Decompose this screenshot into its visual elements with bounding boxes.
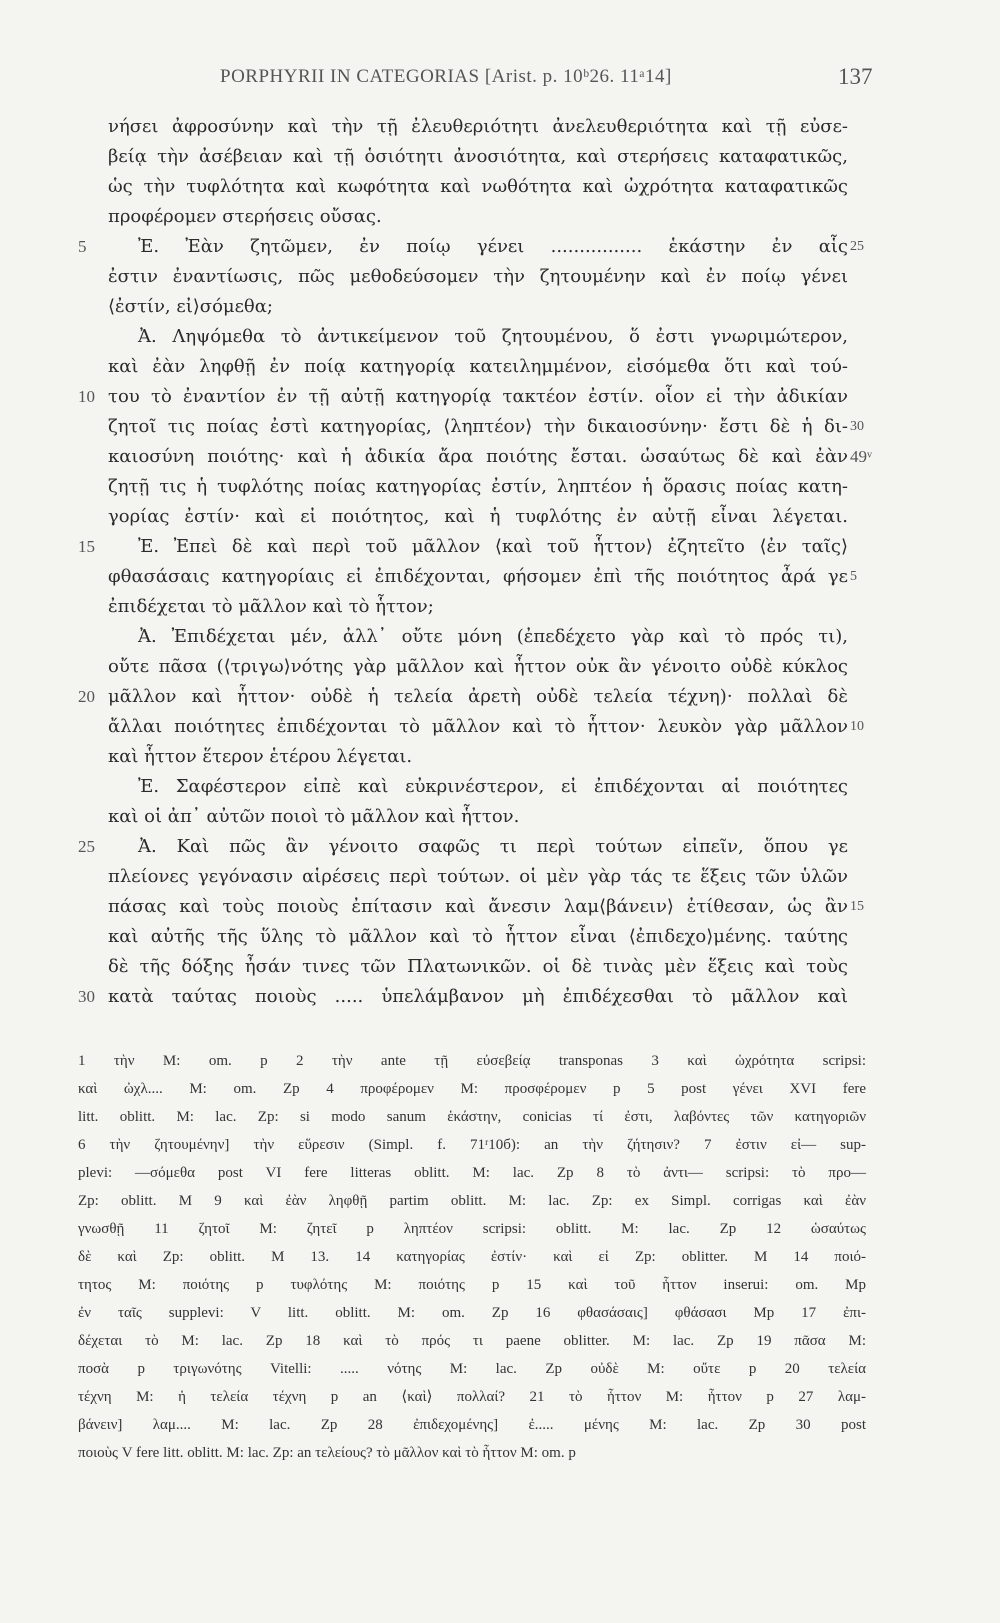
text-line: δὲ τῆς δόξης ἦσάν τινες τῶν Πλατωνικῶν. οἱ δὲ τινὰς μὲν ἕξεις καὶ τοὺς [108, 956, 848, 977]
footnote-line: γνωσθῇ 11 ζητοῖ M: ζητεῖ p ληπτέον scripsi: oblitt. M: lac. Zp 12 ὡσαύτως [78, 1221, 866, 1237]
line-number: 30 [78, 987, 95, 1006]
page-number: 137 [838, 64, 873, 89]
margin-number: 10 [850, 719, 864, 734]
running-head: PORPHYRII IN CATEGORIAS [Arist. p. 10ᵇ26. 11ᵃ14] [220, 66, 672, 87]
footnote-line: δέχεται τὸ M: lac. Zp 18 καὶ τὸ πρός τι paene oblitter. M: lac. Zp 19 πᾶσα M: [78, 1333, 866, 1349]
footnote-line: plevi: —σόμεθα post VI fere litteras oblitt. M: lac. Zp 8 τὸ ἀντι— scripsi: τὸ προ— [78, 1165, 866, 1181]
text-line: Ἀ. Ἐπιδέχεται μέν, ἀλλ᾽ οὔτε μόνη (ἐπεδέχετο γὰρ καὶ τὸ πρός τι), [138, 626, 848, 647]
line-number: 5 [78, 237, 87, 256]
text-line: γορίας ἐστίν· καὶ εἰ ποιότητος, καὶ ἡ τυφλότης ἐν αὐτῇ εἶναι λέγεται. [108, 506, 848, 527]
footnote-line: ἐν ταῖς supplevi: V litt. oblitt. M: om. Zp 16 φθασάσαις] φθάσασι Mp 17 ἐπι- [78, 1305, 866, 1321]
text-line: του τὸ ἐναντίον ἐν τῇ αὐτῇ κατηγορίᾳ τακτέον ἐστίν. οἷον εἰ τὴν ἀδικίαν [108, 386, 848, 407]
footnote-line: 6 τὴν ζητουμένην] τὴν εὕρεσιν (Simpl. f. 71ʳ10б): an τὴν ζήτησιν? 7 ἐστιν εἰ— sup- [78, 1137, 866, 1153]
footnote-line: καὶ ὠχλ.... M: om. Zp 4 προφέρομεν M: προσφέρομεν p 5 post γένει XVI fere [78, 1081, 866, 1097]
text-line: ὡς τὴν τυφλότητα καὶ κωφότητα καὶ νωθότητα καὶ ὠχρότητα καταφατικῶς [108, 176, 848, 197]
text-line: πλείονες γεγόνασιν αἱρέσεις περὶ τούτων. οἱ μὲν γὰρ τάς τε ἕξεις τῶν ὑλῶν [108, 866, 848, 887]
text-line: καὶ ἐὰν ληφθῇ ἐν ποίᾳ κατηγορίᾳ κατειλημμένον, εἰσόμεθα ὅτι καὶ τού- [108, 356, 848, 377]
line-number: 15 [78, 537, 95, 556]
footnote-line: τητος M: ποιότης p τυφλότης M: ποιότης p 15 καὶ τοῦ ἧττον inserui: om. Mp [78, 1277, 866, 1293]
text-line: προφέρομεν στερήσεις οὔσας. [108, 206, 382, 227]
text-line: ἐπιδέχεται τὸ μᾶλλον καὶ τὸ ἧττον; [108, 596, 434, 617]
text-line: Ἀ. Καὶ πῶς ἂν γένοιτο σαφῶς τι περὶ τούτων εἰπεῖν, ὅπου γε [138, 836, 848, 857]
text-line: μᾶλλον καὶ ἧττον· οὐδὲ ἡ τελεία ἀρετὴ οὐδὲ τελεία τέχνη)· πολλαὶ δὲ [108, 686, 848, 707]
line-number: 25 [78, 837, 95, 856]
text-line: Ἀ. Ληψόμεθα τὸ ἀντικείμενον τοῦ ζητουμένου, ὅ ἐστι γνωριμώτερον, [138, 326, 848, 347]
text-line: καιοσύνη ποιότης· καὶ ἡ ἀδικία ἄρα ποιότης ἔσται. ὡσαύτως δὲ καὶ ἐὰν [108, 446, 848, 467]
footnote-line: ποσὰ p τριγωνότης Vitelli: ..... νότης M: lac. Zp οὐδὲ M: οὔτε p 20 τελεία [78, 1361, 866, 1377]
text-line: νήσει ἀφροσύνην καὶ τὴν τῇ ἐλευθεριότητι ἀνελευθεριότητα καὶ τῇ εὐσε- [108, 116, 848, 137]
margin-number: 5 [850, 569, 857, 584]
text-line: ζητῇ τις ἡ τυφλότης ποίας κατηγορίας ἐστίν, ληπτέον ἡ ὅρασις ποίας κατη- [108, 476, 848, 497]
text-line: οὔτε πᾶσα (⟨τριγω⟩νότης γὰρ μᾶλλον καὶ ἧττον οὐκ ἂν γένοιτο οὐδὲ κύκλος [108, 656, 848, 677]
text-line: ἐστιν ἐναντίωσις, πῶς μεθοδεύσομεν τὴν ζητουμένην καὶ ἐν ποίῳ γένει [108, 266, 848, 287]
margin-number: 49ᵛ [850, 447, 872, 466]
footnote-line: ποιοὺς V fere litt. oblitt. M: lac. Zp: an τελείους? τὸ μᾶλλον καὶ τὸ ἧττον M: om. p [78, 1445, 576, 1461]
text-line: ἄλλαι ποιότητες ἐπιδέχονται τὸ μᾶλλον καὶ τὸ ἧττον· λευκὸν γὰρ μᾶλλον [108, 716, 848, 737]
footnote-line: δὲ καὶ Zp: oblitt. M 13. 14 κατηγορίας ἐστίν· καὶ εἰ Zp: oblitter. M 14 ποιό- [78, 1249, 866, 1265]
footnote-line: τέχνη M: ἡ τελεία τέχνη p an ⟨καὶ⟩ πολλαί? 21 τὸ ἧττον M: ἧττον p 27 λαμ- [78, 1389, 866, 1405]
margin-number: 15 [850, 899, 864, 914]
footnote-line: Zp: oblitt. M 9 καὶ ἐὰν ληφθῇ partim oblitt. M: lac. Zp: ex Simpl. corrigas καὶ ἐὰν [78, 1193, 866, 1209]
margin-number: 25 [850, 239, 864, 254]
text-line: Ἐ. Ἐπεὶ δὲ καὶ περὶ τοῦ μᾶλλον ⟨καὶ τοῦ ἧττον⟩ ἐζητεῖτο ⟨ἐν ταῖς⟩ [138, 536, 848, 557]
footnote-line: litt. oblitt. M: lac. Zp: si modo sanum ἑκάστην, conicias τί ἐστι, λαβόντες τῶν κατηγοριῶν [78, 1109, 866, 1125]
footnote-line: 1 τὴν M: om. p 2 τὴν ante τῇ εὐσεβείᾳ transponas 3 καὶ ὠχρότητα scripsi: [78, 1053, 866, 1069]
text-line: ζητοῖ τις ποίας ἐστὶ κατηγορίας, ⟨ληπτέον⟩ τὴν δικαιοσύνην· ἔστι δὲ ἡ δι- [108, 416, 848, 437]
line-number: 10 [78, 387, 95, 406]
text-line: ⟨ἐστίν, εἰ⟩σόμεθα; [108, 296, 273, 317]
text-line: πάσας καὶ τοὺς ποιοὺς ἐπίτασιν καὶ ἄνεσιν λαμ⟨βάνειν⟩ ἐτίθεσαν, ὡς ἂν [108, 896, 848, 917]
text-line: Ἐ. Ἐὰν ζητῶμεν, ἐν ποίῳ γένει ................ ἑκάστην ἐν αἷς [138, 236, 848, 257]
text-line: καὶ ἧττον ἕτερον ἑτέρου λέγεται. [108, 746, 413, 767]
text-line: φθασάσαις κατηγορίαις εἰ ἐπιδέχονται, φήσομεν ἐπὶ τῆς ποιότητος ἆρά γε [108, 566, 848, 587]
text-line: βείᾳ τὴν ἀσέβειαν καὶ τῇ ὁσιότητι ἀνοσιότητα, καὶ στερήσεις καταφατικῶς, [108, 146, 848, 167]
footnote-line: βάνειν] λαμ.... M: lac. Zp 28 ἐπιδεχομένης] ἐ..... μένης M: lac. Zp 30 post [78, 1417, 866, 1433]
text-line: Ἐ. Σαφέστερον εἰπὲ καὶ εὐκρινέστερον, εἰ ἐπιδέχονται αἱ ποιότητες [138, 776, 848, 797]
margin-number: 30 [850, 419, 864, 434]
text-line: κατὰ ταύτας ποιοὺς ..... ὑπελάμβανον μὴ ἐπιδέχεσθαι τὸ μᾶλλον καὶ [108, 986, 848, 1007]
line-number: 20 [78, 687, 95, 706]
page-header [0, 66, 1000, 96]
text-line: καὶ αὐτῆς τῆς ὕλης τὸ μᾶλλον καὶ τὸ ἧττον εἶναι ⟨ἐπιδεχο⟩μένης. ταύτης [108, 926, 848, 947]
text-line: καὶ οἱ ἀπ᾽ αὐτῶν ποιοὶ τὸ μᾶλλον καὶ ἧττον. [108, 806, 520, 827]
